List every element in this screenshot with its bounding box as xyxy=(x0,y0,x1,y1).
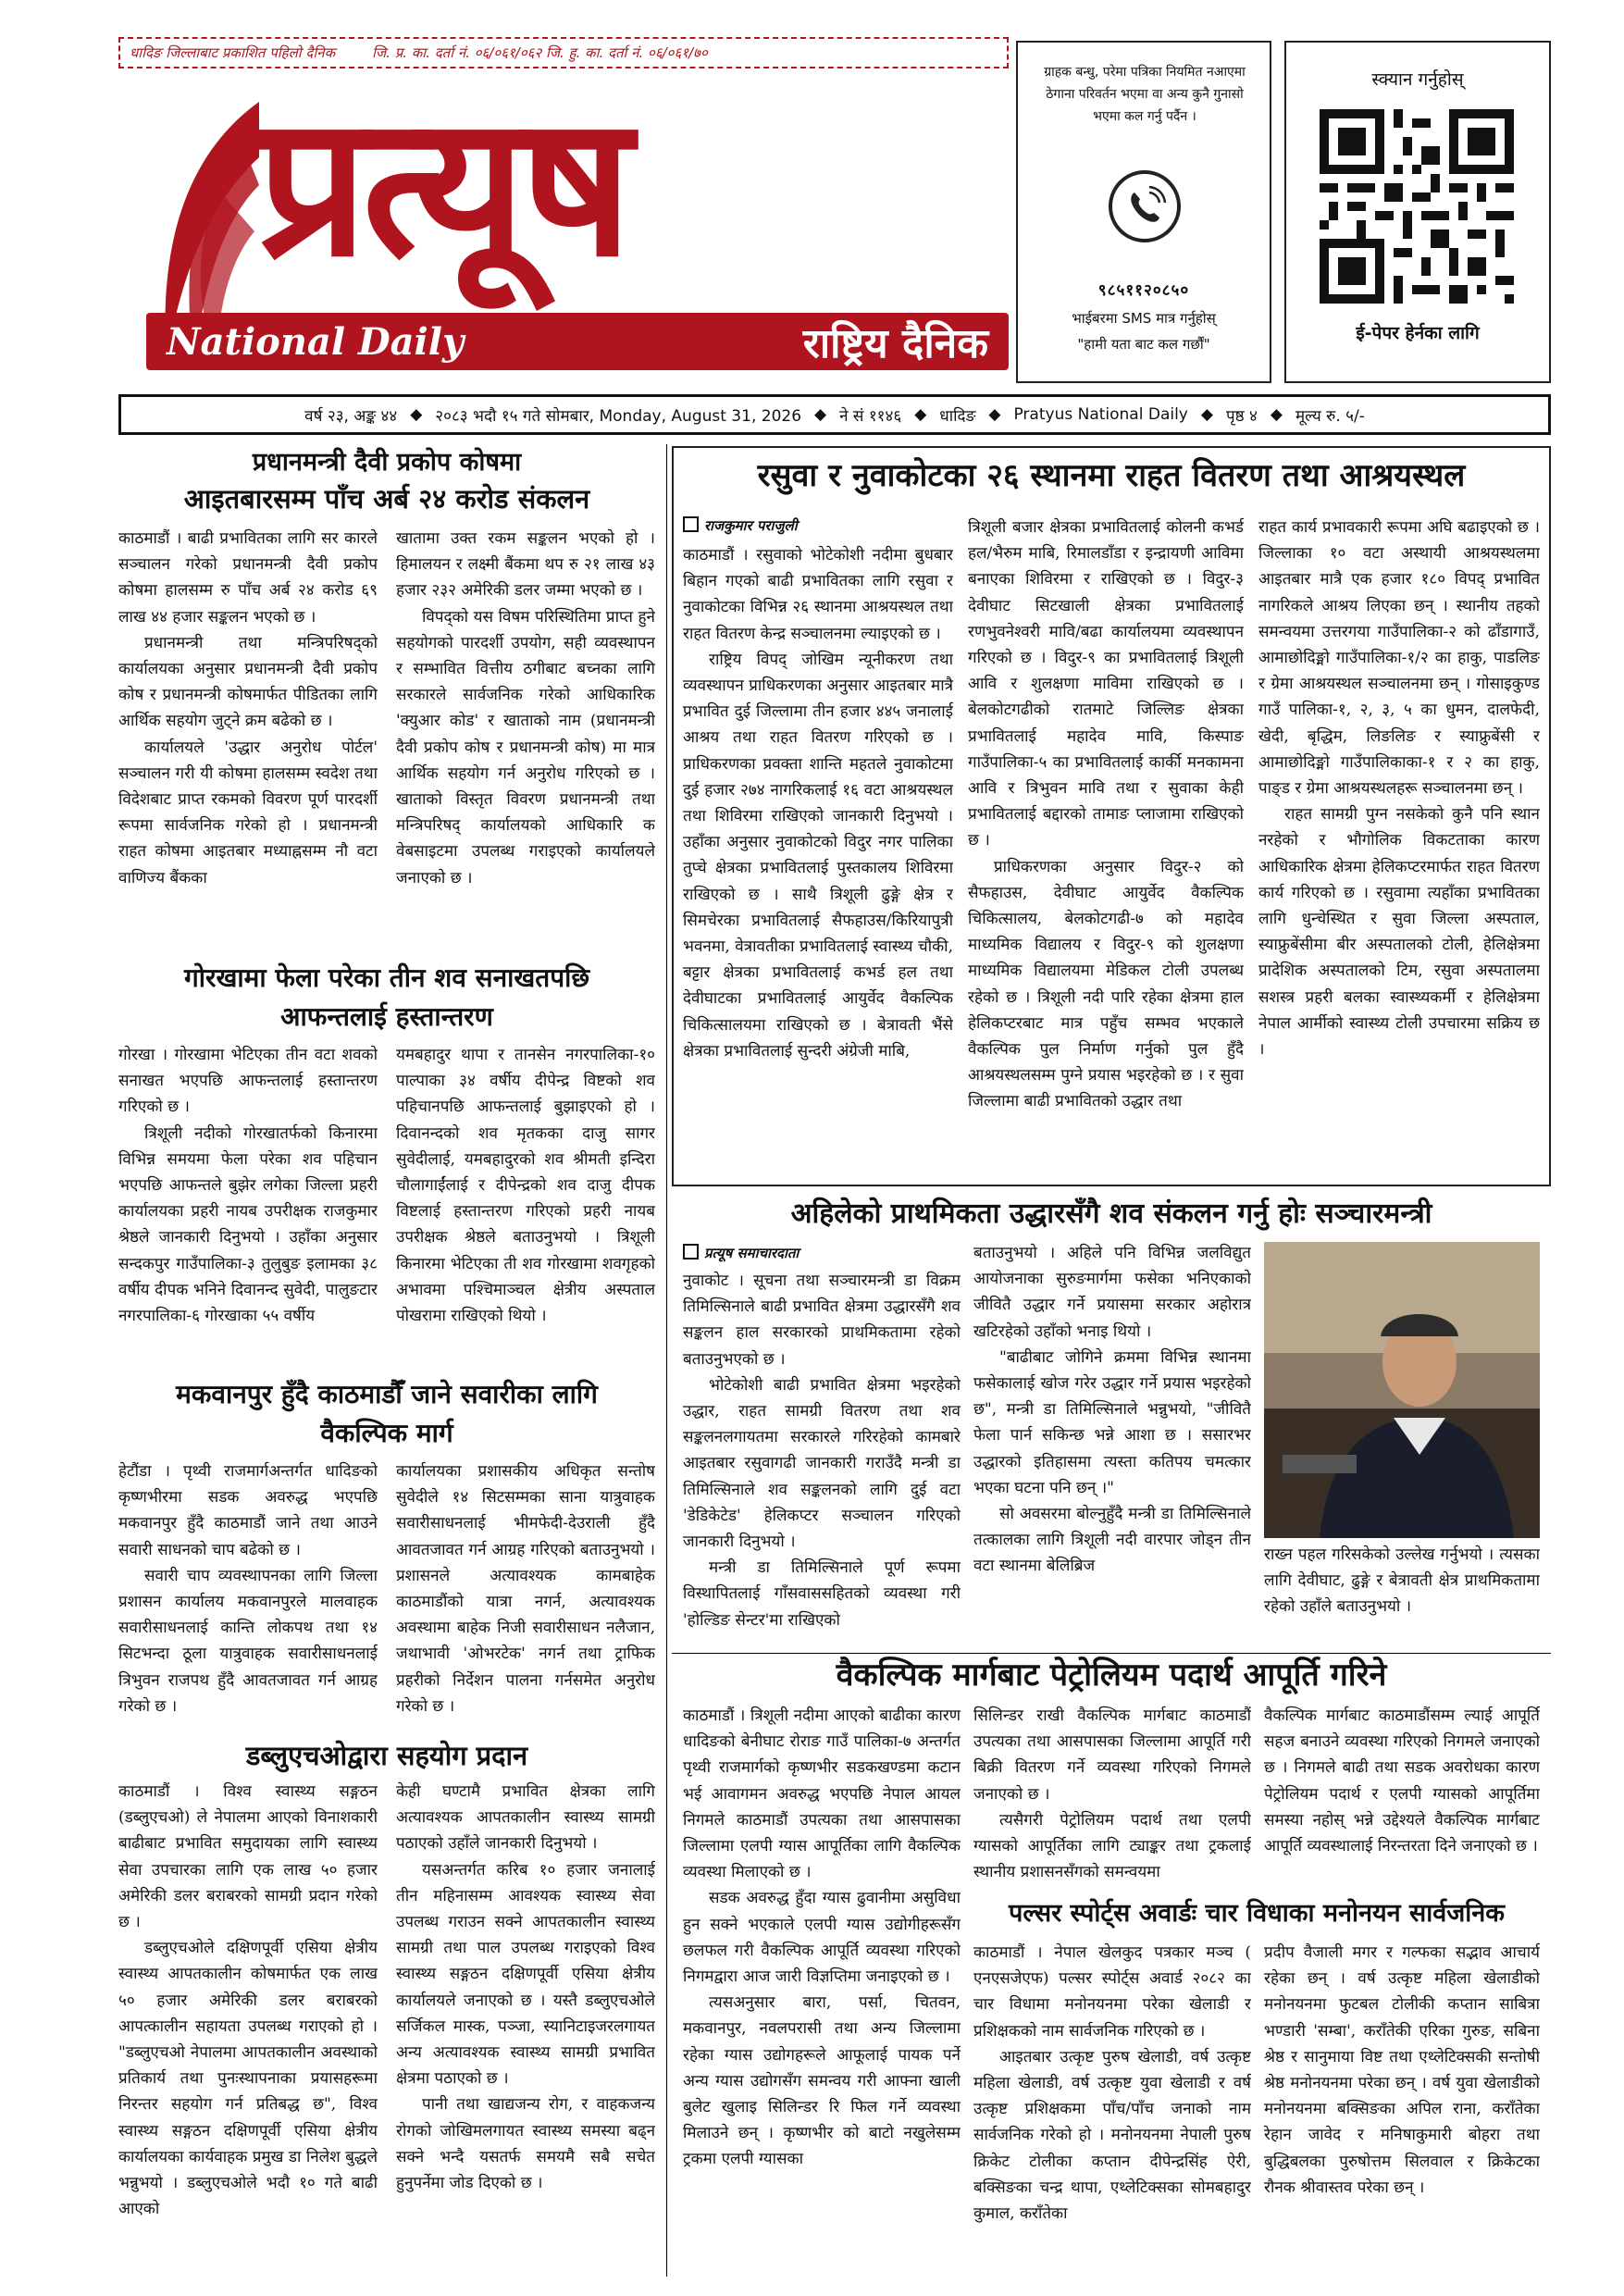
gorkha-col-1 xyxy=(118,1042,378,1375)
paragraph: प्रदीप वैजाली मगर र गल्फका सद्भाव आचार्य रहेका छन् । वर्ष उत्कृष्ट महिला खेलाडीको मनोनयनमा फुटबल टोलीकी कप्तान साबित्रा भण्डारी 'सम्बा', कराँतेकी एरिका गुरुङ, सबिना श्रेष्ठ र सानुमाया विष्ट तथा एथ्लेटिक्सकी सन्तोषी श्रेष्ठ मनोनयनमा परेका छन् । वर्ष युवा खेलाडीको मनोनयनमा बक्सिङका अपिल राना, कराँतेका रेहान जावेद र मनिषाकुमारी बोहरा तथा बुद्धिबलका पुरुषोत्तम सिलवाल र क्रिकेटका रौनक श्रीवास्तव परेका छन् । xyxy=(1264,1943,1540,2197)
gorkha-col-2 xyxy=(396,1042,655,1375)
paragraph: आइतबार उत्कृष्ट पुरुष खेलाडी, वर्ष उत्कृष्ट महिला खेलाडी, वर्ष उत्कृष्ट युवा खेलाडी र वर्ष उत्कृष्ट प्रशिक्षकमा पाँच/पाँच जनाको नाम सार्वजनिक गरेको हो । मनोनयनमा नेपाली पुरुष क्रिकेट टोलीका कप्तान दीपेन्द्रसिंह ऐरी, बक्सिङका चन्द्र थापा, एथ्लेटिक्सका सोमबहादुर कुमाल, कराँतेका xyxy=(973,2047,1251,2224)
dateline-paper: Pratyus National Daily xyxy=(1013,405,1188,424)
masthead-subtitle-bar xyxy=(146,313,1009,370)
paragraph: राहत सामग्री पुग्न नसकेको कुनै पनि स्थान नरहेको र भौगोलिक विकटताका कारण आधिकारिक क्षेत्रमा हेलिकप्टरमार्फत राहत वितरण कार्य गरिएको छ । रसुवामा त्यहाँका प्रभावितका लागि धुन्चेस्थित र सुवा जिल्ला अस्पताल, स्याफ्रुबेंसीमा बीर अस्पतालको टोली, हेलिक्षेत्रमा प्रादेशिक अस्पतालको टिम, रसुवा अस्पतालमा सशस्त्र प्रहरी बलका स्वास्थ्यकर्मी र हेलिक्षेत्रमा नेपाल आर्मीको स्वास्थ्य टोली उपचारमा सक्रिय छ । xyxy=(1258,805,1540,1060)
notice-line2: "हामी यता बाट कल गर्छौं" xyxy=(1077,336,1210,353)
notice-box xyxy=(1016,41,1271,383)
byline-square-icon xyxy=(683,1244,699,1260)
divider xyxy=(672,1653,1551,1654)
paragraph: कार्यालयले 'उद्धार अनुरोध पोर्टल' सञ्चालन गरी यी कोषमा हालसम्म स्वदेश तथा विदेशबाट प्राप्त रकमको विवरण पूर्ण पारदर्शी रूपमा सार्वजनिक गरेको हो । प्रधानमन्त्री राहत कोषमा आइतबार मध्याह्नसम्म नौ वटा वाणिज्य बैंकका xyxy=(118,738,378,887)
dateline-bar: वर्ष २३, अङ्क ४४ ◆ २०८३ भदौ १५ गते सोमबार, Monday, August 31, 2026 ◆ ने सं ११४६ ◆ धादिङ ◆ Pratyus National Daily ◆ पृष्ठ ४ ◆ मूल्य रु. ५/- xyxy=(118,394,1551,435)
paragraph: राहत कार्य प्रभावकारी रूपमा अघि बढाइएको छ । जिल्लाका १० वटा अस्थायी आश्रयस्थलमा आइतबार मात्रै एक हजार १८० विपद् प्रभावित नागरिकले आश्रय लिएका छन् । स्थानीय तहको समन्वयमा उत्तरगया गाउँपालिका-२ को ढाँडागाउँ, आमाछोदिङ्मो गाउँपालिका-१/२ का हाकु, पाडलिङ र ग्रेमा आश्रयस्थल सञ्चालनमा छन् । गोसाइकुण्ड गाउँ पालिका-१, २, ३, ५ का धुमन, दालफेदी, खेदी, बृद्धिम, लिङलिङ र स्याफ्रुबेंसी र आमाछोदिङ्मो गाउँपालिकाका-१ र २ का हाकु, पाङ्ड र ग्रेमा आश्रयस्थलहरू सञ्चालनमा छन् । xyxy=(1258,518,1540,799)
rasuwa-col-1 xyxy=(683,542,953,1181)
paragraph: "बाढीबाट जोगिने क्रममा विभिन्न स्थानमा फसेकालाई खोज गरेर उद्धार गर्ने प्रयास भइरहेको छ", मन्त्री डा तिमिल्सिनाले भन्नुभयो, "जीवितै फेला पार्न सकिन्छ भन्ने आशा छ । ससारभर उद्धारको इतिहासमा त्यस्ता कतिपय चमत्कार भएका घटना पनि छन् ।" xyxy=(973,1347,1251,1497)
paragraph: सवारी चाप व्यवस्थापनका लागि जिल्ला प्रशासन कार्यालय मकवानपुरले मालवाहक सवारीसाधनलाई कान्ति लोकपथ तथा १४ सिटभन्दा ठूला यात्रुवाहक सवारीसाधनलाई त्रिभुवन राजपथ हुँदै आवतजावत गर्न आग्रह गरेको छ । xyxy=(118,1566,378,1716)
who-headline: डब्लुएचओद्वारा सहयोग प्रदान xyxy=(245,1740,528,1771)
pm-fund-col-2 xyxy=(396,526,655,951)
column-divider xyxy=(666,444,667,2277)
masthead-subtitle-en: National Daily xyxy=(167,319,465,364)
dateline-price: मूल्य रु. ५/- xyxy=(1295,406,1365,426)
gorkha-headline-1: गोरखामा फेला परेका तीन शव सनाखतपछि xyxy=(183,962,590,993)
pulsar-col-1 xyxy=(973,1940,1251,2282)
dateline-volume: वर्ष २३, अङ्क ४४ xyxy=(304,406,398,426)
petroleum-col-2 xyxy=(973,1703,1251,1888)
petroleum-headline: वैकल्पिक मार्गबाट पेट्रोलियम पदार्थ आपूर्ति गरिने xyxy=(836,1657,1387,1694)
paragraph: काठमाडौं । नेपाल खेलकुद पत्रकार मञ्च ( एनएसजेएफ) पल्सर स्पोर्ट्स अवार्ड २०८२ का चार विधामा मनोनयनमा परेका खेलाडी र प्रशिक्षकको नाम सार्वजनिक गरिएको छ । xyxy=(973,1943,1251,2041)
paragraph: केही घण्टामै प्रभावित क्षेत्रका लागि अत्यावश्यक आपतकालीन स्वास्थ्य सामग्री पठाएको उहाँले जानकारी दिनुभयो । xyxy=(396,1782,655,1854)
paragraph: सडक अवरुद्ध हुँदा ग्यास ढुवानीमा असुविधा हुन सक्ने भएकाले एलपी ग्यास उद्योगीहरूसँग छलफल गरी वैकल्पिक आपूर्ति व्यवस्था गरिएको निगमद्वारा आज जारी विज्ञप्तिमा जनाइएको छ । xyxy=(683,1889,961,1987)
paragraph: बताउनुभयो । अहिले पनि विभिन्न जलविद्युत आयोजनाका सुरुङमार्गमा फसेका भनिएकाको जीवितै उद्धार गर्ने प्रयासमा सरकार अहोरात्र खटिरहेको उहाँको भनाइ थियो । xyxy=(973,1244,1251,1341)
minister-col-2 xyxy=(973,1240,1251,1647)
paragraph: मन्त्री डा तिमिल्सिनाले पूर्ण रूपमा विस्थापितलाई गाँसवाससहितको व्यवस्था गरी 'होल्डिङ सेन्टर'मा राखिएको xyxy=(683,1558,961,1630)
paragraph: काठमाडौं । विश्व स्वास्थ्य सङ्गठन (डब्लुएचओ) ले नेपालमा आएको विनाशकारी बाढीबाट प्रभावित समुदायका लागि स्वास्थ्य सेवा उपचारका लागि एक लाख ५० हजार अमेरिकी डलर बराबरको सामग्री प्रदान गरेको छ । xyxy=(118,1782,378,1932)
paragraph: भोटेकोशी बाढी प्रभावित क्षेत्रमा भइरहेको उद्धार, राहत सामग्री वितरण तथा शव सङ्कलनलगायतमा सरकारले गरिरहेको कामबारे आइतबार रसुवागढी जानकारी गराउँदै मन्त्री डा तिमिल्सिनाले शव सङ्कलनको लागि दुई वटा 'डेडिकेटेड' हेलिकप्टर सञ्चालन गरिएको जानकारी दिनुभयो । xyxy=(683,1375,961,1552)
dateline-page: पृष्ठ ४ xyxy=(1225,406,1258,426)
paragraph: सिलिन्डर राखी वैकल्पिक मार्गबाट काठमाडौं उपत्यका तथा आसपासका जिल्लामा आपूर्ति गरी बिक्री वितरण गर्ने व्यवस्था गरिएको निगमले जनाएको छ । xyxy=(973,1706,1251,1804)
pulsar-headline: पल्सर स्पोर्ट्स अवार्डः चार विधाका मनोनयन सार्वजनिक xyxy=(1008,1899,1506,1928)
paragraph: पानी तथा खाद्यजन्य रोग, र वाहकजन्य रोगको जोखिमलगायत स्वास्थ्य समस्या बढ्न सक्ने भन्दै यसतर्फ समयमै सबै सचेत हुनुपर्नेमा जोड दिएको छ । xyxy=(396,2095,655,2193)
paragraph: वैकल्पिक मार्गबाट काठमाडौंसम्म ल्याई आपूर्ति सहज बनाउने व्यवस्था गरिएको निगमले जनाएको छ । निगमले बाढी तथा सडक अवरोधका कारण पेट्रोलियम पदार्थ र एलपी ग्यासको आपूर्तिमा समस्या नहोस् भन्ने उद्देश्यले वैकल्पिक मार्गबाट आपूर्ति व्यवस्थालाई निरन्तरता दिने जनाएको छ । xyxy=(1264,1706,1540,1856)
minister-photo-caption: राख्न पहल गरिसकेको उल्लेख गर्नुभयो । त्यसका लागि देवीघाट, ढुङ्गे र बेत्रावती क्षेत्र प्राथमिकतामा रहेको उहाँले बताउनुभयो । xyxy=(1264,1545,1540,1617)
paragraph: काठमाडौं । बाढी प्रभावितका लागि सर कारले सञ्चालन गरेको प्रधानमन्त्री दैवी प्रकोप कोषमा हालसम्म रु पाँच अर्ब २४ करोड ६९ लाख ४४ हजार सङ्कलन भएको छ । xyxy=(118,529,378,627)
minister-photo xyxy=(1264,1242,1540,1538)
makwanpur-headline-2: वैकल्पिक मार्ग xyxy=(320,1418,453,1448)
makwanpur-col-2 xyxy=(396,1458,655,1736)
dateline-date: २०८३ भदौ १५ गते सोमबार, Monday, August 31, 2026 xyxy=(435,406,802,426)
rasuwa-headline: रसुवा र नुवाकोटका २६ स्थानमा राहत वितरण तथा आश्रयस्थल xyxy=(757,457,1466,494)
paragraph: गोरखा । गोरखामा भेटिएका तीन वटा शवको सनाखत भएपछि आफन्तलाई हस्तान्तरण गरिएको छ । xyxy=(118,1046,378,1117)
paragraph: हेटौंडा । पृथ्वी राजमार्गअन्तर्गत धादिङको कृष्णभीरमा सडक अवरुद्ध भएपछि मकवानपुर हुँदै काठमाडौं जाने तथा आउने सवारी साधनको चाप बढेको छ । xyxy=(118,1462,378,1559)
petroleum-col-3 xyxy=(1264,1703,1540,1888)
masthead-title: प्रत्यूष xyxy=(257,73,627,300)
notice-line1: भाईबरमा SMS मात्र गर्नुहोस् xyxy=(1072,310,1216,327)
viber-phone-icon xyxy=(1109,170,1181,242)
paragraph: यमबहादुर थापा र तानसेन नगरपालिका-१० पाल्पाका ३४ वर्षीय दीपेन्द्र विष्टको शव पहिचानपछि आफन्तलाई बुझाइएको हो । दिवानन्दको शव मृतकका दाजु सागर सुवेदीलाई, यमबहादुरको शव श्रीमती इन्दिरा चौलागाईंलाई र दीपेन्द्रको शव दाजु दीपक विष्टलाई हस्तान्तरण गरिएको प्रहरी नायब उपरीक्षक श्रेष्ठले बताउनुभयो । त्रिशूली किनारमा भेटिएका ती शव गोरखामा शवगृहको अभावमा पश्चिमाञ्चल क्षेत्रीय अस्पताल पोखरामा राखिएको थियो । xyxy=(396,1046,655,1326)
paragraph: त्रिशूली नदीको गोरखातर्फको किनारमा विभिन्न समयमा फेला परेका शव पहिचान भएपछि आफन्तले बुझेर लगेका जिल्ला प्रहरी कार्यालयका प्रहरी नायब उपरीक्षक राजकुमार श्रेष्ठले जानकारी दिनुभयो । उहाँका अनुसार सन्दकपुर गाउँपालिका-३ तुलुबुङ इलामका ३८ वर्षीय दीपक भनिने दिवानन्द सुवेदी, पालुङटार नगरपालिका-६ गोरखाका ५५ वर्षीय xyxy=(118,1123,378,1326)
masthead-top-strip xyxy=(118,37,1009,68)
pulsar-col-2 xyxy=(1264,1940,1540,2282)
gorkha-headline-2: आफन्तलाई हस्तान्तरण xyxy=(280,1001,493,1032)
notice-text: ग्राहक बन्धु, परेमा पत्रिका नियमित नआएमा ठेगाना परिवर्तन भएमा वा अन्य कुनै गुनासो भएमा कल गर्नु पर्दैन । xyxy=(1044,65,1246,124)
who-col-2 xyxy=(396,1779,655,2278)
paragraph: त्यसैगरी पेट्रोलियम पदार्थ तथा एलपी ग्यासको आपूर्तिका लागि ट्याङ्कर तथा ट्रकलाई स्थानीय प्रशासनसँगको समन्वयमा xyxy=(973,1810,1251,1882)
rasuwa-byline: राजकुमार पराजुली xyxy=(683,516,798,535)
dateline-place: धादिङ xyxy=(939,406,976,426)
paragraph: डब्लुएचओले दक्षिणपूर्वी एसिया क्षेत्रीय स्वास्थ्य आपतकालीन कोषमार्फत एक लाख ५० हजार अमेरिकी डलर बराबरको आपत्कालीन सहायता उपलब्ध गराएको हो । "डब्लुएचओ नेपालमा आपतकालीन अवस्थाको प्रतिकार्य तथा पुनःस्थापनाका प्रयासहरूमा निरन्तर सहयोग गर्न प्रतिबद्ध छ", विश्व स्वास्थ्य सङ्गठन दक्षिणपूर्वी एसिया क्षेत्रीय कार्यालयका कार्यवाहक प्रमुख डा निलेश बुद्धले भन्नुभयो । डब्लुएचओले भदौ १० गते बाढी आएको xyxy=(118,1939,378,2219)
makwanpur-col-1 xyxy=(118,1458,378,1736)
petroleum-col-1 xyxy=(683,1703,961,2277)
minister-headline: अहिलेको प्राथमिकता उद्धारसँगै शव संकलन गर्नु होः सञ्चारमन्त्री xyxy=(790,1198,1432,1230)
paragraph: खातामा उक्त रकम सङ्कलन भएको हो । हिमालयन र लक्ष्मी बैंकमा थप रु २१ लाख ४३ हजार २३२ अमेरिकी डलर जम्मा भएको छ । xyxy=(396,529,655,601)
paragraph: त्यसअनुसार बारा, पर्सा, चितवन, मकवानपुर, नवलपरासी तथा अन्य जिल्लामा रहेका ग्यास उद्योगहरूले आफूलाई पायक पर्ने अन्य ग्यास उद्योगसँग समन्वय गरी आफ्ना खाली बुलेट खुलाइ सिलिन्डर रि फिल गर्ने व्यवस्था मिलाउने छन् । कृष्णभीर को बाटो नखुलेसम्म ट्रकमा एलपी ग्यासका xyxy=(683,1993,961,2169)
dateline-era: ने सं ११४६ xyxy=(839,406,902,426)
who-col-1 xyxy=(118,1779,378,2278)
notice-phone: ९८५११२०८५० xyxy=(1097,281,1190,300)
minister-col-1 xyxy=(683,1268,961,1647)
paragraph: यसअन्तर्गत करिब १० हजार जनालाई तीन महिनासम्म आवश्यक स्वास्थ्य सेवा उपलब्ध गराउन सक्ने आपतकालीन स्वास्थ्य सामग्री तथा पाल उपलब्ध गराइएको विश्व स्वास्थ्य सङ्गठन दक्षिणपूर्वी एसिया क्षेत्रीय कार्यालयले जनाएको छ । यस्तै डब्लुएचओले सर्जिकल मास्क, पञ्जा, स्यानिटाइजरलगायत अन्य अत्यावश्यक स्वास्थ्य सामग्री प्रभावित क्षेत्रमा पठाएको छ । xyxy=(396,1860,655,2089)
paragraph: विपद्को यस विषम परिस्थितिमा प्राप्त हुने सहयोगको पारदर्शी उपयोग, सही व्यवस्थापन र सम्भावित वित्तीय ठगीबाट बच्नका लागि सरकारले सार्वजनिक गरेको आधिकारिक 'क्युआर कोड' र खाताको नाम (प्रधानमन्त्री दैवी प्रकोप कोष र प्रधानमन्त्री कोष) मा मात्र आर्थिक सहयोग गर्न अनुरोध गरिएको छ । खाताको विस्तृत विवरण प्रधानमन्त्री तथा मन्त्रिपरिषद् कार्यालयको आधिकारि क वेबसाइटमा उपलब्ध गराइएको कार्यालयले जनाएको छ । xyxy=(396,607,655,887)
rasuwa-col-2 xyxy=(968,515,1244,1181)
qr-box xyxy=(1284,41,1551,383)
qr-epaper-label: ई-पेपर हेर्नका लागि xyxy=(1356,323,1480,343)
qr-scan-label: स्क्यान गर्नुहोस् xyxy=(1371,69,1464,90)
paragraph: नुवाकोट । सूचना तथा सञ्चारमन्त्री डा विक्रम तिमिल्सिनाले बाढी प्रभावित क्षेत्रमा उद्धारसँगै शव सङ्कलन हाल सरकारको प्राथमिकतामा रहेको बताउनुभएको छ । xyxy=(683,1272,961,1369)
byline-square-icon xyxy=(683,516,699,532)
paragraph: राष्ट्रिय विपद् जोखिम न्यूनीकरण तथा व्यवस्थापन प्राधिकरणका अनुसार आइतबार मात्रै प्रभावित दुई जिल्लामा तीन हजार ४४५ जनालाई आश्रय तथा राहत वितरण गरिएको छ । प्राधिकरणका प्रवक्ता शान्ति महतले नुवाकोटमा दुई हजार २७४ नागरिकलाई १६ वटा आश्रयस्थल तथा शिविरमा राखिएको जानकारी दिनुभयो । उहाँका अनुसार नुवाकोटको विदुर नगर पालिका तुप्चे क्षेत्रका प्रभावितलाई पुस्तकालय शिविरमा राखिएको छ । साथै त्रिशूली ढुङ्गे क्षेत्र र सिमचेरका प्रभावितलाई सैफहाउस/किरियापुत्री भवनमा, वेत्रावतीका प्रभावितलाई स्वास्थ्य चौकी, बट्टार क्षेत्रका प्रभावितलाई कभर्ड हल तथा देवीघाटका प्रभावितलाई आयुर्वेद वैकल्पिक चिकित्सालयमा राखिएको छ । बेत्रावती भैंसे क्षेत्रका प्रभावितलाई सुन्दरी अंग्रेजी माबि, xyxy=(683,650,953,1061)
pm-fund-col-1 xyxy=(118,526,378,951)
paragraph: काठमाडौं । त्रिशूली नदीमा आएको बाढीका कारण धादिङको बेनीघाट रोराङ गाउँ पालिका-७ अन्तर्गत पृथ्वी राजमार्गको कृष्णभीर सडकखण्डमा कटान भई आवागमन अवरुद्ध भएपछि नेपाल आयल निगमले काठमाडौं उपत्यका तथा आसपासका जिल्लामा एलपी ग्यास आपूर्तिका लागि वैकल्पिक व्यवस्था मिलाएको छ । xyxy=(683,1706,961,1882)
masthead-registration: जि. प्र. का. दर्ता नं. ०६/०६१/०६२ जि. हु. का. दर्ता नं. ०६/०६१/७० xyxy=(372,44,708,61)
paragraph: सो अवसरमा बोल्नुहुँदै मन्त्री डा तिमिल्सिनाले तत्कालका लागि त्रिशूली नदी वारपार जोड्न तीन वटा स्थानमा बेलिब्रिज xyxy=(973,1505,1251,1576)
masthead-subtitle-np: राष्ट्रिय दैनिक xyxy=(802,320,988,367)
masthead xyxy=(118,37,1009,379)
pm-fund-headline-1: प्रधानमन्त्री दैवी प्रकोप कोषमा xyxy=(252,448,522,477)
paragraph: कार्यालयका प्रशासकीय अधिकृत सन्तोष सुवेदीले १४ सिटसम्मका साना यात्रुवाहक सवारीसाधनलाई भीमफेदी-देउराली हुँदै आवतजावत गर्न आग्रह गरिएको बताउनुभयो । प्रशासनले अत्यावश्यक कामबाहेक काठमाडौंको यात्रा नगर्न, अत्यावश्यक अवस्थामा बाहेक निजी सवारीसाधन नलैजान, जथाभावी 'ओभरटेक' नगर्न तथा ट्राफिक प्रहरीको निर्देशन पालना गर्नसमेत अनुरोध गरेको छ । xyxy=(396,1462,655,1716)
qr-code-icon[interactable] xyxy=(1320,109,1514,304)
minister-byline: प्रत्यूष समाचारदाता xyxy=(683,1244,799,1262)
paragraph: प्रधानमन्त्री तथा मन्त्रिपरिषद्को कार्यालयका अनुसार प्रधानमन्त्री दैवी प्रकोप कोष र प्रधानमन्त्री कोषमार्फत पीडितका लागि आर्थिक सहयोग जुट्ने क्रम बढेको छ । xyxy=(118,633,378,731)
paragraph: प्राधिकरणका अनुसार विदुर-२ को सैफहाउस, देवीघाट आयुर्वेद वैकल्पिक चिकित्सालय, बेलकोटगढी-७ को महादेव माध्यमिक विद्यालय र विदुर-९ को शुलक्षणा माध्यमिक विद्यालयमा मेडिकल टोली उपलब्ध रहेको छ । त्रिशूली नदी पारि रहेका क्षेत्रमा हाल हेलिकप्टरबाट मात्र पहुँच सम्भव भएकाले वैकल्पिक पुल निर्माण गर्नुको पुल हुँदै आश्रयस्थलसम्म पुग्ने प्रयास भइरहेको छ । र सुवा जिल्लामा बाढी प्रभावितको उद्धार तथा xyxy=(968,857,1244,1111)
pm-fund-headline-2: आइतबारसम्म पाँच अर्ब २४ करोड संकलन xyxy=(183,483,590,515)
makwanpur-headline-1: मकवानपुर हुँदै काठमाडौँ जाने सवारीका लागि xyxy=(176,1379,598,1409)
rasuwa-col-3 xyxy=(1258,515,1540,1181)
masthead-top-note: धादिङ जिल्लाबाट प्रकाशित पहिलो दैनिक xyxy=(130,44,336,61)
paragraph: काठमाडौं । रसुवाको भोटेकोशी नदीमा बुधबार बिहान गएको बाढी प्रभावितका लागि रसुवा र नुवाकोटका विभिन्न २६ स्थानमा आश्रयस्थल तथा राहत वितरण केन्द्र सञ्चालनमा ल्याइएको छ । xyxy=(683,546,953,643)
paragraph: त्रिशूली बजार क्षेत्रका प्रभावितलाई कोलनी कभर्ड हल/भैरुम माबि, रिमालडाँडा र इन्द्रायणी आविमा बनाएका शिविरमा र राखिएको छ । विदुर-३ देवीघाट सिटखाली क्षेत्रका प्रभावितलाई रणभुवनेश्वरी मावि/बढा कार्यालयमा व्यवस्थापन गरिएको छ । विदुर-९ का प्रभावितलाई त्रिशूली आवि र शुलक्षणा माविमा राखिएको छ । बेलकोटगढीको रातमाटे जिल्लिङ क्षेत्रका प्रभावितलाई महादेव मावि, किस्पाङ गाउँपालिका-५ का प्रभावितलाई कार्की मनकामना आवि र त्रिभुवन मावि तथा र सुवाका केही प्रभावितलाई बद्दारको तामाङ प्लाजामा राखिएको छ । xyxy=(968,518,1244,850)
